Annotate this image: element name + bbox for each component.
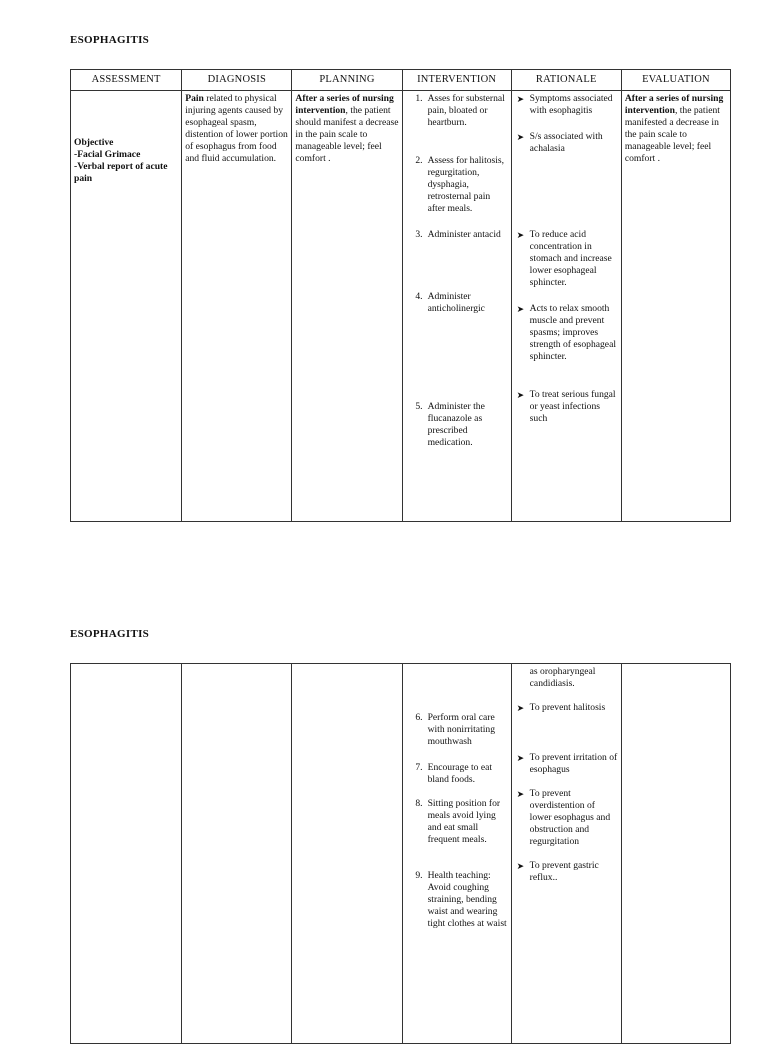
rationale-item: ➤ To prevent irritation of esophagus [516, 752, 618, 775]
diagnosis-label: Pain [185, 93, 204, 104]
care-plan-table-continued [70, 663, 731, 1044]
header-assessment: ASSESSMENT [71, 70, 182, 91]
rationale-continued: as oropharyngeal candidiasis. [529, 666, 596, 689]
intervention-cell [402, 91, 511, 522]
header-rationale: RATIONALE [511, 70, 621, 91]
intervention-item: 8. Sitting position for meals avoid lying and eat small frequent meals. [415, 798, 501, 845]
rationale-item: ➤ To treat serious fungal or yeast infections such [516, 389, 616, 424]
intervention-item: 2. Assess for halitosis, regurgitation, dysphagia, retrosternal pain after meals. [415, 155, 505, 214]
arrow-bullet-icon: ➤ [516, 94, 525, 104]
header-diagnosis: DIAGNOSIS [182, 70, 292, 91]
header-planning: PLANNING [292, 70, 402, 91]
arrow-bullet-icon: ➤ [516, 132, 525, 142]
rationale-cell [511, 664, 621, 1044]
diagnosis-cell [182, 91, 292, 522]
intervention-item: 7. Encourage to eat bland foods. [415, 762, 493, 785]
rationale-item: ➤ Acts to relax smooth muscle and prevent spasms; improves strength of esophageal sphincter. [516, 303, 616, 362]
arrow-bullet-icon: ➤ [516, 861, 525, 871]
assessment-cell [71, 664, 182, 1044]
arrow-bullet-icon: ➤ [516, 703, 525, 713]
page-title-2: ESOPHAGITIS [70, 628, 150, 640]
rationale-item: ➤ S/s associated with achalasia [516, 131, 603, 154]
evaluation-text: , the patient manifested a decrease in the pain scale to manageable level; feel comfort . [624, 105, 720, 164]
arrow-bullet-icon: ➤ [516, 390, 525, 400]
header-intervention: INTERVENTION [402, 70, 511, 91]
diagnosis-text: related to physical injuring agents caused by esophageal spasm, distention of lower portion of esophagus from food and fluid accumulation. [185, 93, 288, 164]
care-plan-table [70, 69, 731, 522]
intervention-cell [402, 664, 511, 1044]
planning-bold: After a series of nursing intervention [295, 93, 394, 116]
assessment-objective: Objective [74, 137, 114, 148]
planning-cell [292, 91, 402, 522]
arrow-bullet-icon: ➤ [516, 753, 525, 763]
arrow-bullet-icon: ➤ [516, 789, 525, 799]
header-evaluation: EVALUATION [621, 70, 730, 91]
intervention-item: 5. Administer the flucanazole as prescribed medication. [415, 401, 485, 448]
planning-text: , the patient should manifest a decrease in the pain scale to manageable level; feel comfort . [295, 105, 399, 164]
intervention-item: 9. Health teaching: Avoid coughing straining, bending waist and wearing tight clothes at waist [415, 870, 507, 929]
table-row [71, 91, 731, 522]
evaluation-cell [621, 91, 730, 522]
assessment-cue-2: -Verbal report of acute pain [74, 161, 168, 184]
planning-cell [292, 664, 402, 1044]
header-row [71, 70, 731, 91]
intervention-item: 3. Administer antacid [415, 229, 501, 240]
assessment-cue-1: -Facial Grimace [74, 149, 141, 160]
rationale-item: ➤ Symptoms associated with esophagitis [516, 93, 613, 116]
table-row [71, 664, 731, 1044]
evaluation-bold: After a series of nursing intervention [624, 93, 724, 116]
evaluation-cell [621, 664, 730, 1044]
rationale-cell [511, 91, 621, 522]
rationale-item: ➤ To prevent overdistention of lower esophagus and obstruction and regurgitation [516, 788, 611, 847]
arrow-bullet-icon: ➤ [516, 230, 525, 240]
intervention-item: 6. Perform oral care with nonirritating mouthwash [415, 712, 495, 747]
arrow-bullet-icon: ➤ [516, 304, 525, 314]
diagnosis-cell [182, 664, 292, 1044]
intervention-item: 1. Asses for substernal pain, bloated or heartburn. [415, 93, 505, 128]
intervention-item: 4. Administer anticholinergic [415, 291, 485, 314]
rationale-item: ➤ To reduce acid concentration in stomach and increase lower esophageal sphincter. [516, 229, 612, 288]
rationale-item: ➤ To prevent halitosis [516, 702, 606, 713]
page-title: ESOPHAGITIS [70, 34, 150, 46]
assessment-cell [71, 91, 182, 522]
rationale-item: ➤ To prevent gastric reflux.. [516, 860, 599, 883]
